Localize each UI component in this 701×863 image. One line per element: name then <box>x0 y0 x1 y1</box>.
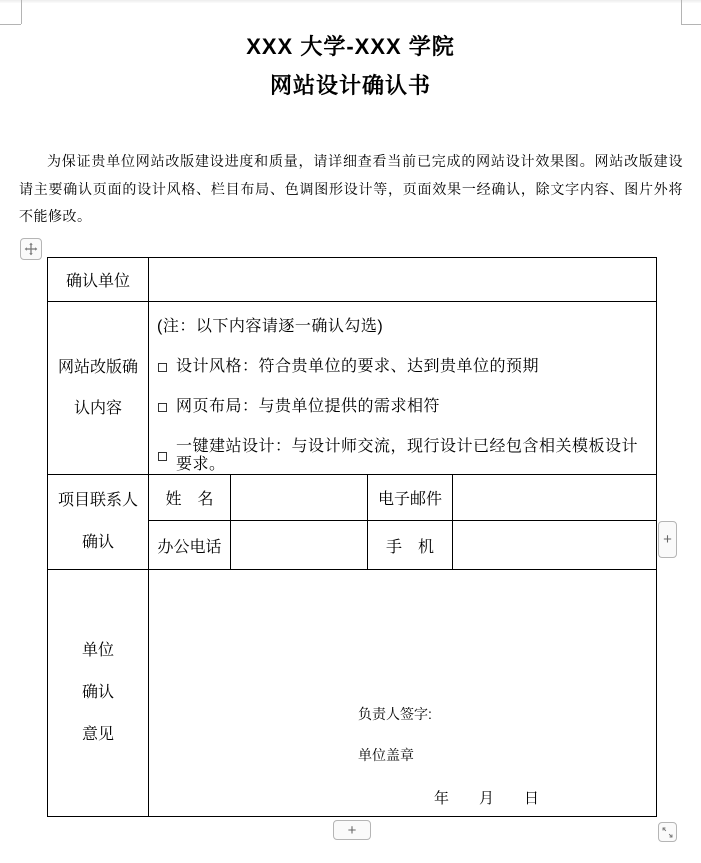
margin-crop-mark-top-right <box>681 0 682 24</box>
checklist-item-label: 网页布局：与贵单位提供的需求相符 <box>176 398 441 415</box>
add-column-button[interactable]: + <box>658 521 677 558</box>
table-resize-handle[interactable] <box>658 822 677 842</box>
checkbox-icon[interactable] <box>158 403 167 412</box>
confirm-content-label-cell <box>48 302 149 475</box>
checklist-item-label: 设计风格：符合贵单位的要求、达到贵单位的预期 <box>176 358 540 375</box>
mobile-label: 手 机 <box>368 521 453 570</box>
office-phone-label: 办公电话 <box>149 521 231 570</box>
mobile-value-cell[interactable] <box>453 521 657 570</box>
contact-label-cell <box>48 475 149 570</box>
confirm-content-label-line: 认内容 <box>73 399 122 417</box>
page-top-edge <box>0 0 701 3</box>
confirmation-form-table <box>47 257 657 817</box>
opinion-label-line: 确认 <box>81 684 114 701</box>
checkbox-icon[interactable] <box>158 363 167 372</box>
table-move-handle[interactable] <box>20 238 42 260</box>
contact-label-line: 项目联系人 <box>57 492 138 509</box>
contact-label-line: 确认 <box>81 534 114 551</box>
confirm-content-cell <box>149 302 657 475</box>
doc-title-line2: 网站设计确认书 <box>269 73 431 98</box>
email-value-cell[interactable] <box>453 475 657 521</box>
opinion-label-line: 意见 <box>81 726 114 743</box>
opinion-label-line: 单位 <box>81 642 114 659</box>
checklist-item <box>157 438 646 474</box>
opinion-label-cell <box>48 570 149 817</box>
date-line: 年 月 日 <box>434 790 540 807</box>
signature-label: 负责人签字: <box>358 706 432 722</box>
opinion-content-cell[interactable] <box>149 570 657 817</box>
checklist-item-label: 一键建站设计：与设计师交流，现行设计已经包含相关模板设计要求。 <box>176 438 639 473</box>
margin-crop-mark-top-left <box>21 0 22 24</box>
confirm-unit-label: 确认单位 <box>48 258 149 302</box>
checklist-item <box>157 358 646 376</box>
office-phone-value-cell[interactable] <box>231 521 368 570</box>
checklist-item <box>157 398 646 416</box>
confirm-unit-value-cell[interactable] <box>149 258 657 302</box>
checklist-note: (注：以下内容请逐一确认勾选) <box>157 318 384 335</box>
form-table-container <box>47 257 672 839</box>
email-label: 电子邮件 <box>368 475 453 521</box>
name-label: 姓 名 <box>149 475 231 521</box>
resize-diagonal-icon <box>661 826 674 839</box>
add-row-button[interactable]: + <box>333 820 371 840</box>
margin-crop-mark-top-left <box>0 24 21 25</box>
intro-paragraph: 为保证贵单位网站改版建设进度和质量，请详细查看当前已完成的网站设计效果图。网站改版建设请主要确认页面的设计风格、栏目布局、色调图形设计等，页面效果一经确认，除文字内容、图片外将不能修改。 <box>19 153 683 224</box>
margin-crop-mark-top-right <box>681 24 701 25</box>
stamp-label: 单位盖章 <box>358 747 414 763</box>
doc-title-line1: XXX 大学-XXX 学院 <box>246 34 455 59</box>
move-arrows-icon <box>24 242 38 256</box>
confirm-content-label-line: 网站改版确 <box>57 358 138 376</box>
name-value-cell[interactable] <box>231 475 368 521</box>
checkbox-icon[interactable] <box>158 452 167 461</box>
